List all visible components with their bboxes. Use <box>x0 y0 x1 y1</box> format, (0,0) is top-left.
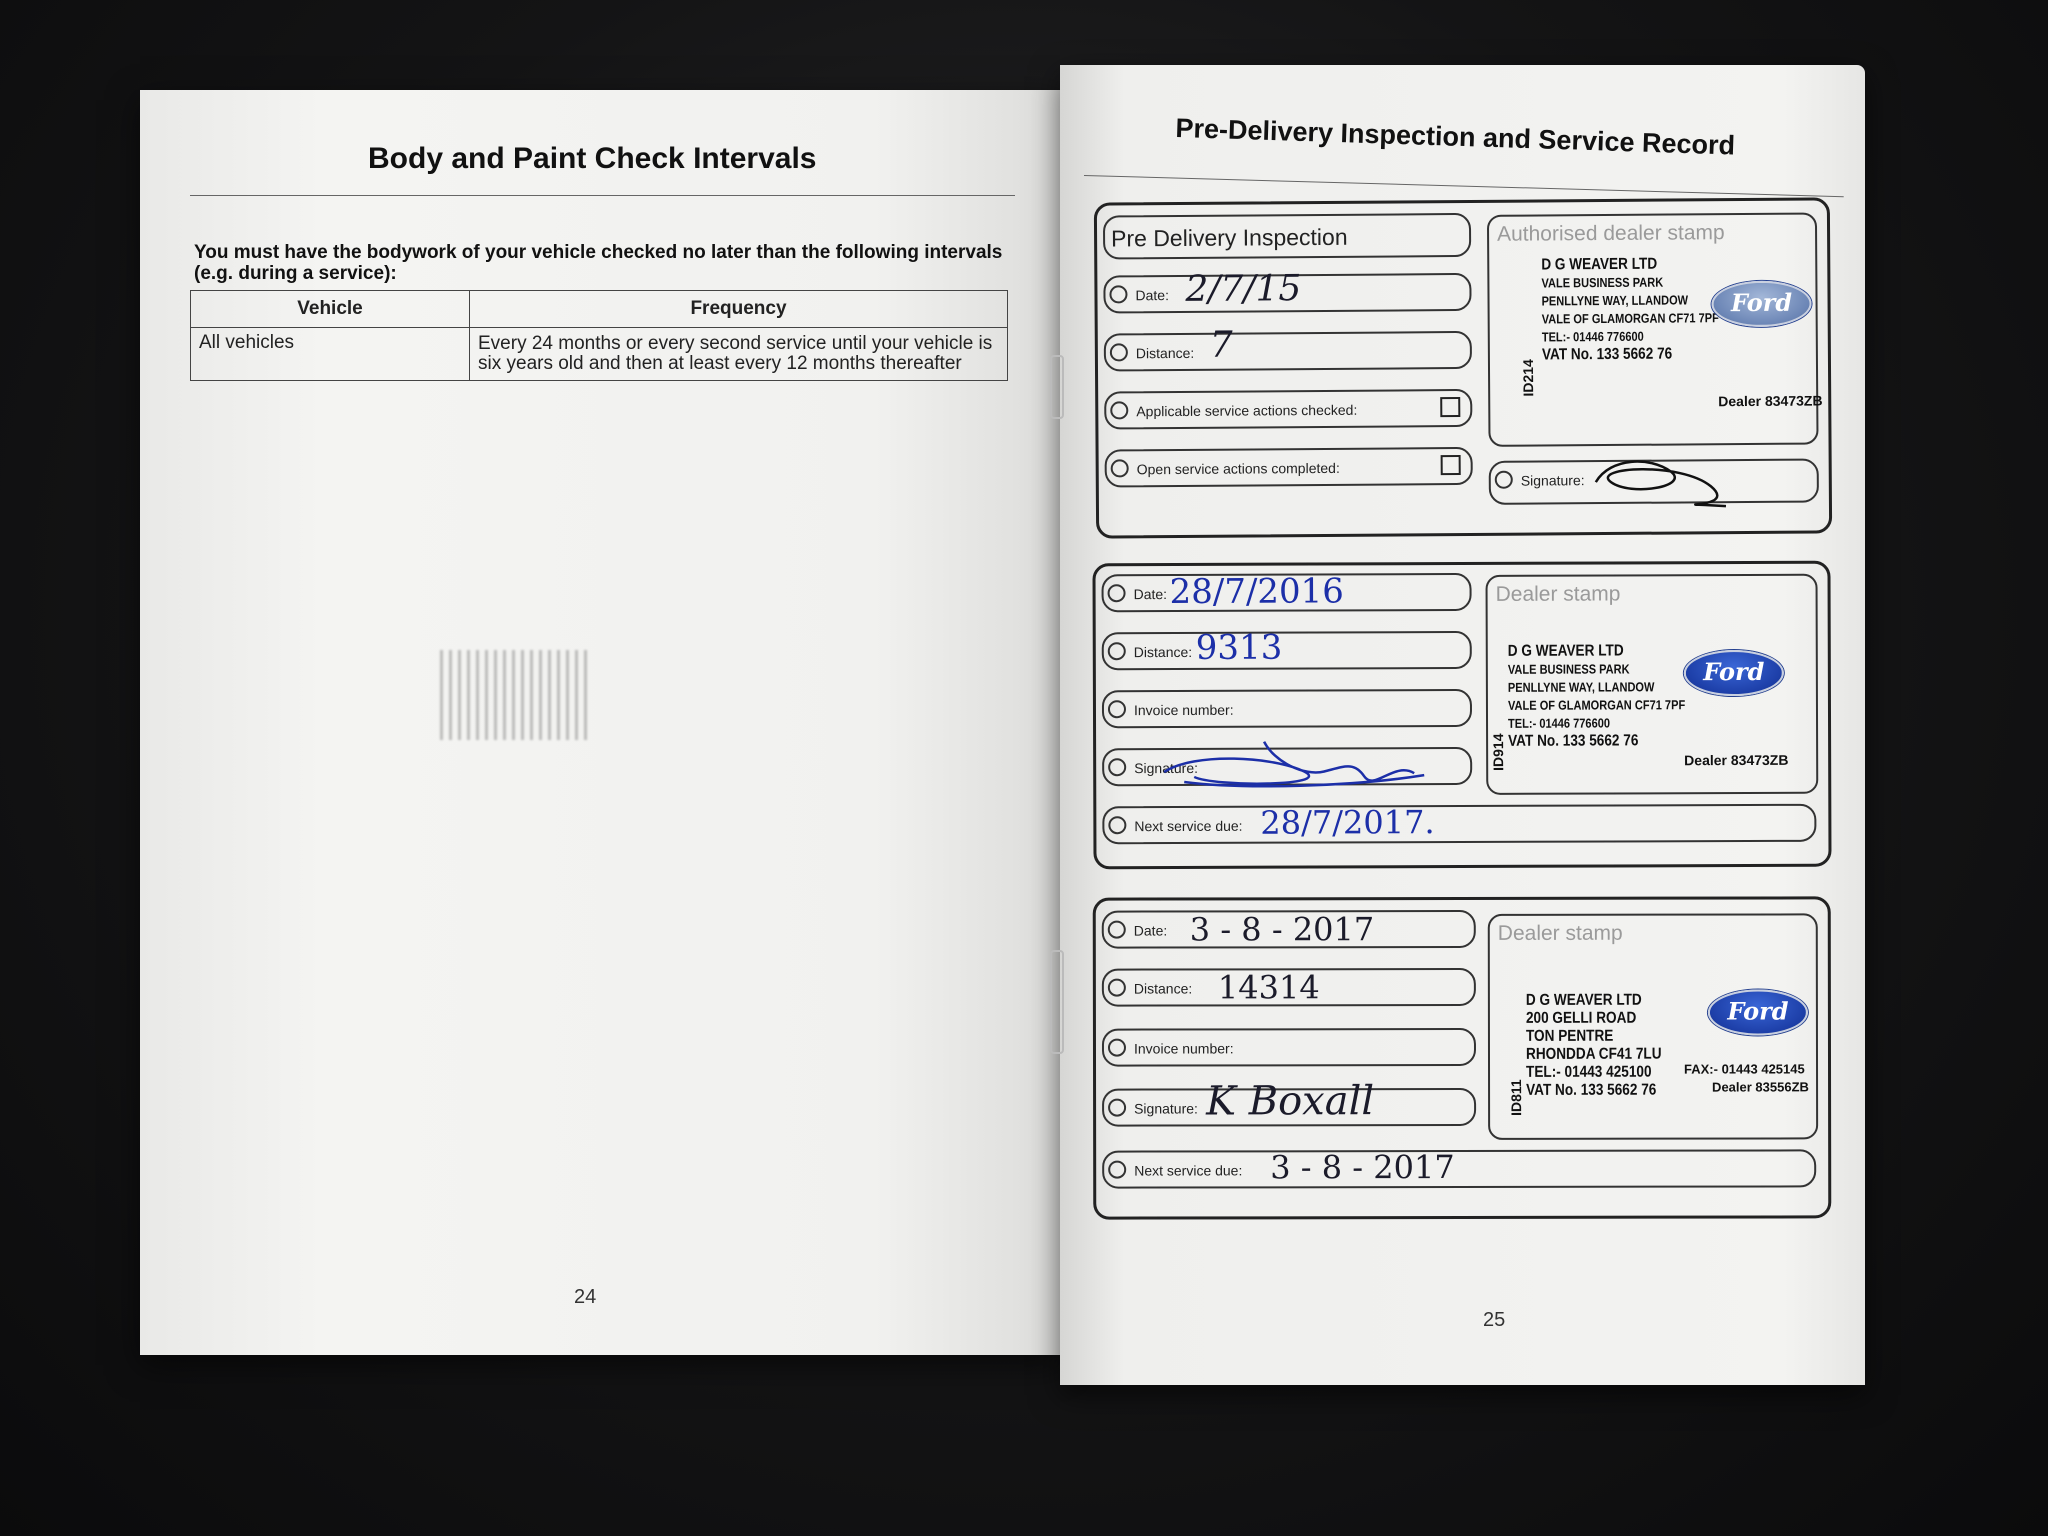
pdi-stamp-header: Authorised dealer stamp <box>1496 221 1725 246</box>
pdi-date-field[interactable] <box>1103 268 1471 314</box>
service1-invoice-field[interactable] <box>1102 689 1472 728</box>
pdi-open-checkbox[interactable] <box>1441 455 1461 475</box>
pdi-section <box>1094 197 1832 538</box>
pdi-applicable-label: Applicable service actions checked: <box>1136 401 1358 420</box>
staple-bottom <box>1050 950 1064 1054</box>
staple-top <box>1050 355 1064 419</box>
pdi-stamp-line-2: PENLLYNE WAY, LLANDOW <box>1541 292 1689 309</box>
left-page-number: 24 <box>574 1286 597 1308</box>
service1-stamp-line-2: PENLLYNE WAY, LLANDOW <box>1507 679 1655 695</box>
pdi-stamp-line-5: VAT No. 133 5662 76 <box>1541 345 1673 364</box>
pdi-distance-field[interactable] <box>1104 324 1472 372</box>
service1-signature-scribble <box>1154 731 1434 792</box>
interval-table <box>190 290 1008 381</box>
bleed-through-marks <box>440 650 590 740</box>
pdi-signature-label: Signature: <box>1520 472 1585 489</box>
pdi-signature-radio[interactable] <box>1495 471 1513 489</box>
service2-date-label: Date: <box>1133 922 1168 939</box>
service1-stamp-line-5: VAT No. 133 5662 76 <box>1508 732 1639 750</box>
service1-invoice-label: Invoice number: <box>1133 701 1234 719</box>
service2-next-radio[interactable] <box>1108 1161 1126 1179</box>
table-cell-frequency: Every 24 months or every second service until your vehicle is six years old and then at least every 12 months thereafter <box>470 328 1008 381</box>
service1-stamp-line-1: VALE BUSINESS PARK <box>1507 661 1630 677</box>
pdi-header-field <box>1103 213 1471 260</box>
service1-stamp-dealer: Dealer 83473ZB <box>1684 751 1789 769</box>
pdi-stamp-line-4: TEL:- 01446 776600 <box>1541 328 1644 345</box>
service2-stamp-dealer: Dealer 83556ZB <box>1712 1079 1809 1095</box>
service2-distance-value: 14314 <box>1217 968 1320 1007</box>
pdi-open-field[interactable] <box>1105 447 1473 488</box>
pdi-stamp-line-1: VALE BUSINESS PARK <box>1541 274 1664 291</box>
service2-next-label: Next service due: <box>1134 1162 1243 1179</box>
service2-date-value: 3 - 8 - 2017 <box>1189 910 1375 949</box>
pdi-stamp-address <box>1541 255 1719 364</box>
service1-stamp-header: Dealer stamp <box>1495 582 1621 606</box>
pdi-distance-value: 7 <box>1209 324 1233 366</box>
service2-stamp-code: ID811 <box>1508 1079 1525 1116</box>
pdi-distance-label: Distance: <box>1135 344 1195 362</box>
service1-stamp-line-4: TEL:- 01446 776600 <box>1508 715 1611 731</box>
table-header-vehicle: Vehicle <box>191 291 470 328</box>
pdi-stamp-line-0: D G WEAVER LTD <box>1541 255 1658 274</box>
service2-next-field[interactable] <box>1102 1149 1816 1188</box>
service2-ford-logo: Ford <box>1708 989 1808 1035</box>
service1-signature-radio[interactable] <box>1108 758 1126 776</box>
right-page <box>1060 65 1865 1385</box>
service2-date-field[interactable] <box>1102 910 1476 949</box>
service2-distance-radio[interactable] <box>1108 979 1126 997</box>
service2-section <box>1093 896 1832 1219</box>
service1-stamp-line-3: VALE OF GLAMORGAN CF71 7PF <box>1507 697 1686 713</box>
service2-stamp-line-4: TEL:- 01443 425100 <box>1526 1063 1652 1081</box>
pdi-stamp-code: ID214 <box>1519 359 1537 397</box>
right-title-rule <box>1084 175 1844 197</box>
service1-signature-field[interactable] <box>1102 747 1472 786</box>
service1-distance-value: 9313 <box>1195 627 1283 668</box>
service2-stamp-box <box>1488 913 1818 1140</box>
pdi-date-label: Date: <box>1135 287 1170 304</box>
service2-stamp-line-1: 200 GELLI ROAD <box>1525 1009 1637 1027</box>
pdi-date-radio[interactable] <box>1109 285 1127 303</box>
service2-stamp-line-0: D G WEAVER LTD <box>1525 991 1642 1009</box>
pdi-stamp-dealer: Dealer 83473ZB <box>1718 392 1823 410</box>
pdi-ford-logo: Ford <box>1711 281 1811 328</box>
service2-stamp-line-5: VAT No. 133 5662 76 <box>1526 1081 1657 1099</box>
pdi-applicable-field[interactable] <box>1104 389 1472 430</box>
service2-signature-field[interactable] <box>1102 1078 1476 1127</box>
right-page-number: 25 <box>1483 1309 1506 1331</box>
service2-invoice-field[interactable] <box>1102 1028 1476 1067</box>
left-page <box>140 90 1060 1355</box>
pdi-stamp-box <box>1487 213 1823 447</box>
service2-signature-radio[interactable] <box>1108 1099 1126 1117</box>
pdi-distance-radio[interactable] <box>1110 343 1128 361</box>
service1-invoice-radio[interactable] <box>1108 700 1126 718</box>
service2-stamp-fax: FAX:- 01443 425145 <box>1684 1061 1805 1077</box>
table-cell-vehicle: All vehicles <box>191 328 470 381</box>
service1-date-field[interactable] <box>1102 573 1472 612</box>
service1-stamp-box <box>1486 574 1819 795</box>
service1-stamp-address <box>1508 642 1686 751</box>
left-intro-text: You must have the bodywork of your vehicle checked no later than the following intervals (e.g. during a service): <box>194 242 1003 284</box>
interval-table-header <box>191 291 1008 328</box>
table-header-frequency: Frequency <box>470 291 1008 328</box>
service1-stamp-line-0: D G WEAVER LTD <box>1507 642 1624 660</box>
service2-distance-label: Distance: <box>1133 980 1193 997</box>
service1-next-value: 28/7/2017. <box>1260 803 1435 842</box>
pdi-applicable-radio[interactable] <box>1110 401 1128 419</box>
service1-distance-label: Distance: <box>1133 643 1193 661</box>
pdi-signature-scribble <box>1591 451 1731 512</box>
service2-distance-field[interactable] <box>1102 968 1476 1007</box>
service2-date-radio[interactable] <box>1108 921 1126 939</box>
service2-signature-value: K Boxall <box>1206 1078 1375 1125</box>
service1-distance-field[interactable] <box>1102 627 1472 670</box>
left-title-rule <box>190 195 1015 196</box>
service2-stamp-header: Dealer stamp <box>1497 921 1623 945</box>
service2-invoice-radio[interactable] <box>1108 1039 1126 1057</box>
service1-ford-logo: Ford <box>1684 650 1784 696</box>
service1-next-label: Next service due: <box>1134 817 1243 835</box>
service2-stamp-line-2: TON PENTRE <box>1525 1027 1614 1045</box>
service1-next-field[interactable] <box>1102 804 1816 844</box>
service2-next-value: 3 - 8 - 2017 <box>1270 1148 1455 1187</box>
pdi-header: Pre Delivery Inspection <box>1110 223 1348 252</box>
pdi-stamp-line-3: VALE OF GLAMORGAN CF71 7PF <box>1541 310 1719 327</box>
pdi-open-label: Open service actions completed: <box>1136 459 1340 478</box>
service2-stamp-address <box>1526 992 1662 1100</box>
service1-next-radio[interactable] <box>1108 816 1126 834</box>
service1-signature-label: Signature: <box>1134 759 1199 777</box>
service2-invoice-label: Invoice number: <box>1133 1040 1234 1057</box>
pdi-date-value: 2/7/15 <box>1185 268 1302 310</box>
pdi-applicable-checkbox[interactable] <box>1440 397 1460 417</box>
service1-date-label: Date: <box>1133 586 1168 603</box>
left-page-title: Body and Paint Check Intervals <box>368 142 817 175</box>
service1-date-radio[interactable] <box>1108 584 1126 602</box>
service1-date-value: 28/7/2016 <box>1169 571 1344 613</box>
table-row <box>191 328 1008 381</box>
service1-section <box>1092 561 1831 870</box>
pdi-open-radio[interactable] <box>1111 459 1129 477</box>
service2-stamp-line-3: RHONDDA CF41 7LU <box>1525 1045 1662 1063</box>
service1-stamp-code: ID914 <box>1490 733 1507 771</box>
service1-distance-radio[interactable] <box>1108 642 1126 660</box>
right-page-title: Pre-Delivery Inspection and Service Record <box>1175 113 1736 161</box>
pdi-signature-field[interactable] <box>1489 459 1819 505</box>
service2-signature-label: Signature: <box>1134 1100 1198 1117</box>
